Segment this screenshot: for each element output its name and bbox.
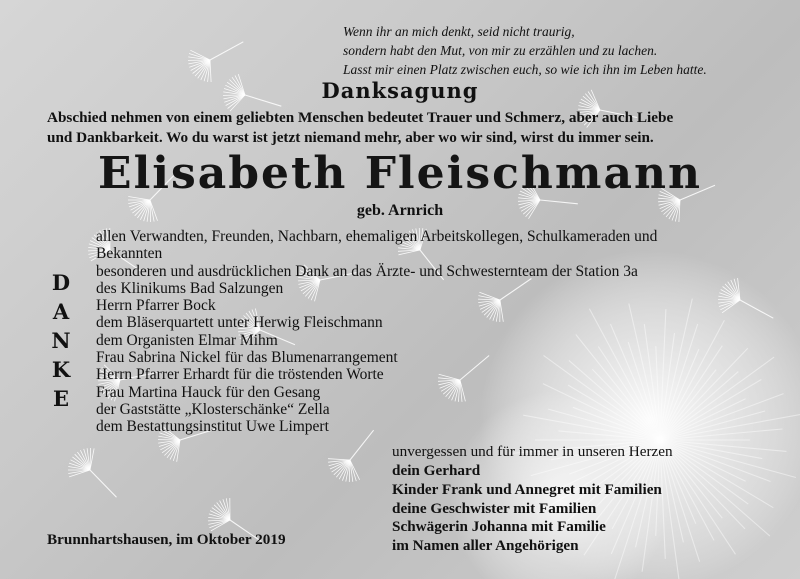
- unforgotten-line: unvergessen und für immer in unseren Herzen: [392, 443, 673, 460]
- place-and-date: Brunnhartshausen, im Oktober 2019: [47, 531, 286, 548]
- thanks-line: Herrn Pfarrer Bock: [96, 297, 216, 315]
- poem-line: Wenn ihr an mich denkt, seid nicht traurig,: [343, 24, 575, 39]
- deceased-name: Elisabeth Fleischmann: [98, 148, 702, 199]
- poem: [343, 22, 783, 79]
- poem-line: sondern habt den Mut, von mir zu erzählen und zu lachen.: [343, 43, 658, 58]
- thanks-line: Bekannten: [96, 245, 163, 263]
- danke-letter: K: [51, 357, 71, 382]
- thanks-line: dem Bläserquartett unter Herwig Fleischmann: [96, 314, 383, 332]
- thanks-line: besonderen und ausdrücklichen Dank an das Ärzte- und Schwesternteam der Station 3a: [96, 262, 638, 280]
- thanks-line: Frau Sabrina Nickel für das Blumenarrangement: [96, 349, 398, 367]
- signer-line: dein Gerhard: [392, 462, 481, 479]
- danke-letter: D: [51, 270, 71, 295]
- intro-line: und Dankbarkeit. Wo du warst ist jetzt niemand mehr, aber wo wir sind, wirst du immer sein.: [47, 129, 654, 146]
- signer-line: Schwägerin Johanna mit Familie: [392, 518, 606, 536]
- maiden-name: geb. Arnrich: [356, 202, 444, 219]
- thanks-line: Frau Martina Hauck für den Gesang: [96, 383, 321, 401]
- thanks-list: [96, 228, 726, 436]
- thanks-line: Herrn Pfarrer Erhardt für die tröstenden Worte: [96, 366, 384, 384]
- thanks-line: allen Verwandten, Freunden, Nachbarn, ehemaligen Arbeitskollegen, Schulkameraden und: [96, 228, 658, 245]
- danke-letter: E: [52, 386, 69, 411]
- signer-line: Kinder Frank und Annegret mit Familien: [392, 480, 662, 498]
- intro-line: Abschied nehmen von einem geliebten Menschen bedeutet Trauer und Schmerz, aber auch Liebe: [47, 109, 674, 126]
- thanks-line: dem Bestattungsinstitut Uwe Limpert: [96, 418, 329, 436]
- signers: [392, 462, 662, 556]
- thanks-line: dem Organisten Elmar Mihm: [96, 331, 278, 349]
- heading-danksagung: Danksagung: [321, 78, 479, 103]
- poem-line: Lasst mir einen Platz zwischen euch, so wie ich ihn im Leben hatte.: [343, 62, 707, 77]
- thanks-line: der Gaststätte „Klosterschänke“ Zella: [96, 400, 330, 418]
- danke-letter: N: [51, 328, 71, 353]
- thanks-line: des Klinikums Bad Salzungen: [96, 279, 284, 297]
- signer-line: im Namen aller Angehörigen: [392, 537, 579, 555]
- intro-text: [47, 108, 767, 148]
- danke-vertical-letters: [48, 268, 74, 413]
- danke-letter: A: [52, 299, 70, 324]
- signer-line: deine Geschwister mit Familien: [392, 499, 597, 517]
